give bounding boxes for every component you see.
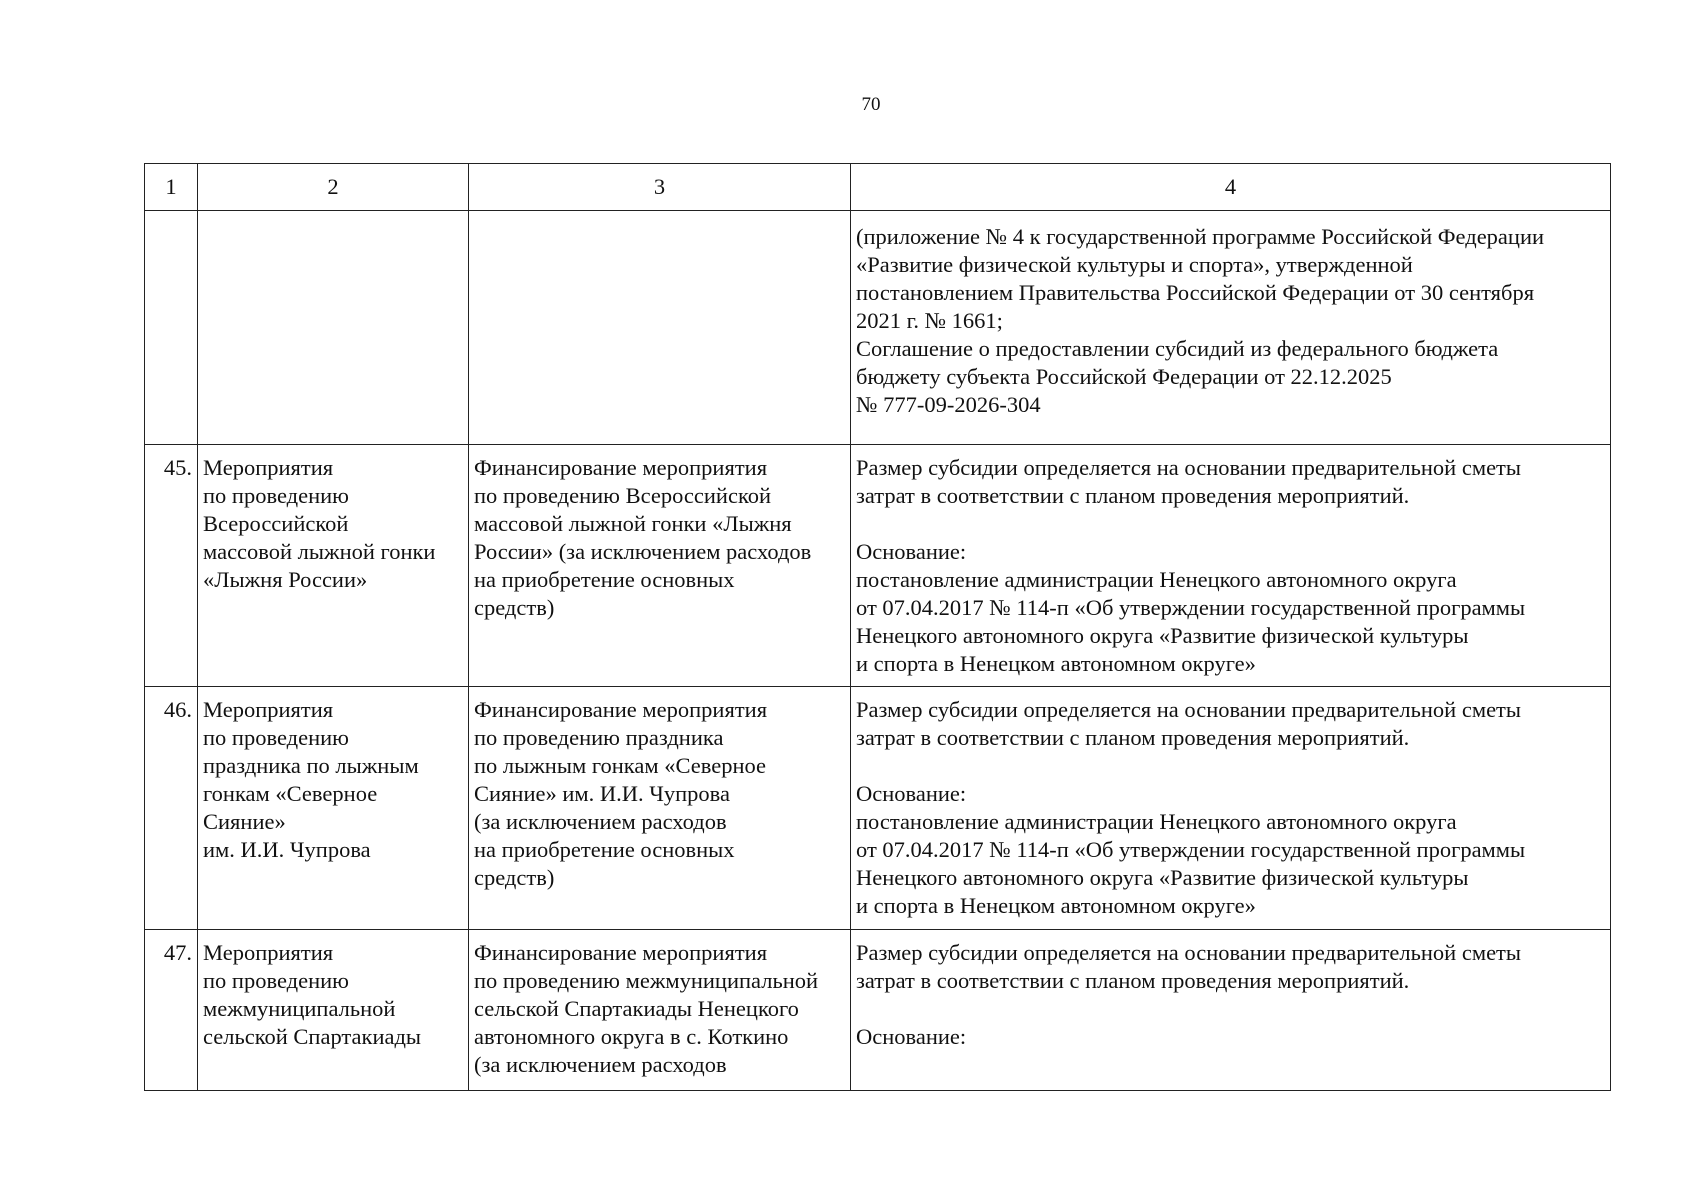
column-header-2: 2 bbox=[198, 164, 469, 211]
row-number-cell bbox=[145, 211, 198, 445]
basis-cell: (приложение № 4 к государственной программе Российской Федерации «Развитие физической культуры и спорта», утвержденной постановлением Правительства Российской Федерации от 30 сентября 2021 г. № 1661; Соглашение о предоставлении субсидий из федерального бюджета бюджету субъекта Российской Федерации от 22.12.2025 № 777-09-2026-304 bbox=[851, 211, 1611, 445]
table-row-continuation bbox=[145, 211, 1611, 445]
event-cell: Мероприятия по проведению праздника по лыжным гонкам «Северное Сияние» им. И.И. Чупрова bbox=[198, 687, 469, 930]
table-header-row bbox=[145, 164, 1611, 211]
basis-cell: Размер субсидии определяется на основании предварительной сметы затрат в соответствии с планом проведения мероприятий. Основание: постановление администрации Ненецкого автономного округа от 07.04.2017 № 114-п «Об утверждении государственной программы Ненецкого автономного округа «Развитие физической культуры и спорта в Ненецком автономном округе» bbox=[851, 445, 1611, 687]
table-row-47 bbox=[145, 930, 1611, 1091]
row-number-cell: 45. bbox=[145, 445, 198, 687]
purpose-cell: Финансирование мероприятия по проведению межмуниципальной сельской Спартакиады Ненецкого автономного округа в с. Коткино (за исключением расходов bbox=[469, 930, 851, 1091]
column-header-3: 3 bbox=[469, 164, 851, 211]
basis-cell: Размер субсидии определяется на основании предварительной сметы затрат в соответствии с планом проведения мероприятий. Основание: постановление администрации Ненецкого автономного округа от 07.04.2017 № 114-п «Об утверждении государственной программы Ненецкого автономного округа «Развитие физической культуры и спорта в Ненецком автономном округе» bbox=[851, 687, 1611, 930]
subsidy-table bbox=[144, 163, 1611, 1091]
event-cell: Мероприятия по проведению межмуниципальной сельской Спартакиады bbox=[198, 930, 469, 1091]
event-cell bbox=[198, 211, 469, 445]
table-row-45 bbox=[145, 445, 1611, 687]
column-header-1: 1 bbox=[145, 164, 198, 211]
purpose-cell bbox=[469, 211, 851, 445]
purpose-cell: Финансирование мероприятия по проведению праздника по лыжным гонкам «Северное Сияние» им. И.И. Чупрова (за исключением расходов на приобретение основных средств) bbox=[469, 687, 851, 930]
purpose-cell: Финансирование мероприятия по проведению Всероссийской массовой лыжной гонки «Лыжня России» (за исключением расходов на приобретение основных средств) bbox=[469, 445, 851, 687]
table-row-46 bbox=[145, 687, 1611, 930]
row-number-cell: 47. bbox=[145, 930, 198, 1091]
event-cell: Мероприятия по проведению Всероссийской массовой лыжной гонки «Лыжня России» bbox=[198, 445, 469, 687]
page-number: 70 bbox=[861, 94, 881, 115]
row-number-cell: 46. bbox=[145, 687, 198, 930]
column-header-4: 4 bbox=[851, 164, 1611, 211]
basis-cell: Размер субсидии определяется на основании предварительной сметы затрат в соответствии с планом проведения мероприятий. Основание: bbox=[851, 930, 1611, 1091]
